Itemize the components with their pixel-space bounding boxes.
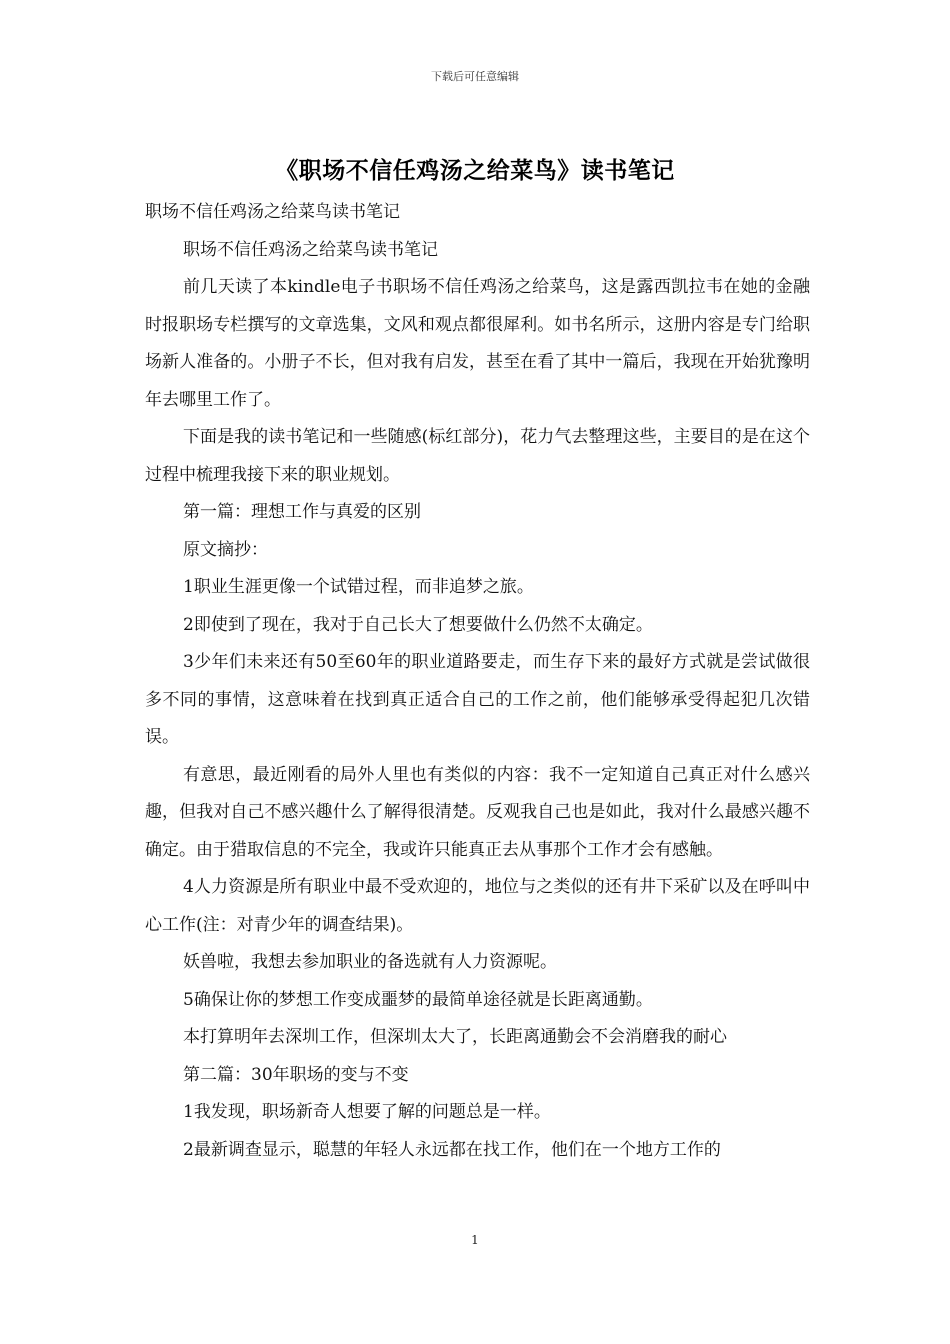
paragraph: 5确保让你的梦想工作变成噩梦的最简单途径就是长距离通勤。 xyxy=(183,989,653,1010)
paragraph: 职场不信任鸡汤之给菜鸟读书笔记 xyxy=(183,239,438,260)
paragraph: 第二篇：30年职场的变与不变 xyxy=(183,1064,409,1085)
paragraph: 职场不信任鸡汤之给菜鸟读书笔记 xyxy=(145,202,400,222)
paragraph: 前几天读了本kindle电子书职场不信任鸡汤之给菜鸟，这是露西凯拉韦在她的金融时报职场专栏撰写的文章选集，文风和观点都很犀利。如书名所示，这册内容是专门给职场新人准备的。小册子不长，但对我有启发，甚至在看了其中一篇后，我现在开始犹豫明年去哪里工作了。 xyxy=(145,277,810,410)
paragraph: 3少年们未来还有50至60年的职业道路要走，而生存下来的最好方式就是尝试做很多不同的事情，这意味着在找到真正适合自己的工作之前，他们能够承受得起犯几次错误。 xyxy=(145,652,810,747)
paragraph: 妖兽啦，我想去参加职业的备选就有人力资源呢。 xyxy=(183,952,557,972)
paragraph: 本打算明年去深圳工作，但深圳太大了，长距离通勤会不会消磨我的耐心 xyxy=(183,1027,727,1047)
paragraph: 2即使到了现在，我对于自己长大了想要做什么仍然不太确定。 xyxy=(183,614,653,635)
paragraph: 有意思，最近刚看的局外人里也有类似的内容：我不一定知道自己真正对什么感兴趣，但我对自己不感兴趣什么了解得很清楚。反观我自己也是如此，我对什么最感兴趣不确定。由于猎取信息的不完全，我或许只能真正去从事那个工作才会有感触。 xyxy=(145,764,810,860)
document-body xyxy=(145,194,810,1169)
paragraph: 下面是我的读书笔记和一些随感(标红部分)，花力气去整理这些，主要目的是在这个过程中梳理我接下来的职业规划。 xyxy=(145,427,810,485)
paragraph: 1我发现，职场新奇人想要了解的问题总是一样。 xyxy=(183,1102,551,1122)
paragraph: 1职业生涯更像一个试错过程，而非追梦之旅。 xyxy=(183,577,534,597)
paragraph: 原文摘抄： xyxy=(183,539,268,560)
page-header: 下载后可任意编辑 xyxy=(431,70,519,83)
page-number: 1 xyxy=(471,1233,479,1247)
paragraph: 第一篇：理想工作与真爱的区别 xyxy=(183,502,421,522)
document-title: 《职场不信任鸡汤之给菜鸟》读书笔记 xyxy=(275,158,675,184)
paragraph: 2最新调查显示，聪慧的年轻人永远都在找工作，他们在一个地方工作的 xyxy=(183,1139,721,1160)
paragraph: 4人力资源是所有职业中最不受欢迎的，地位与之类似的还有井下采矿以及在呼叫中心工作(注：对青少年的调查结果)。 xyxy=(145,877,810,935)
